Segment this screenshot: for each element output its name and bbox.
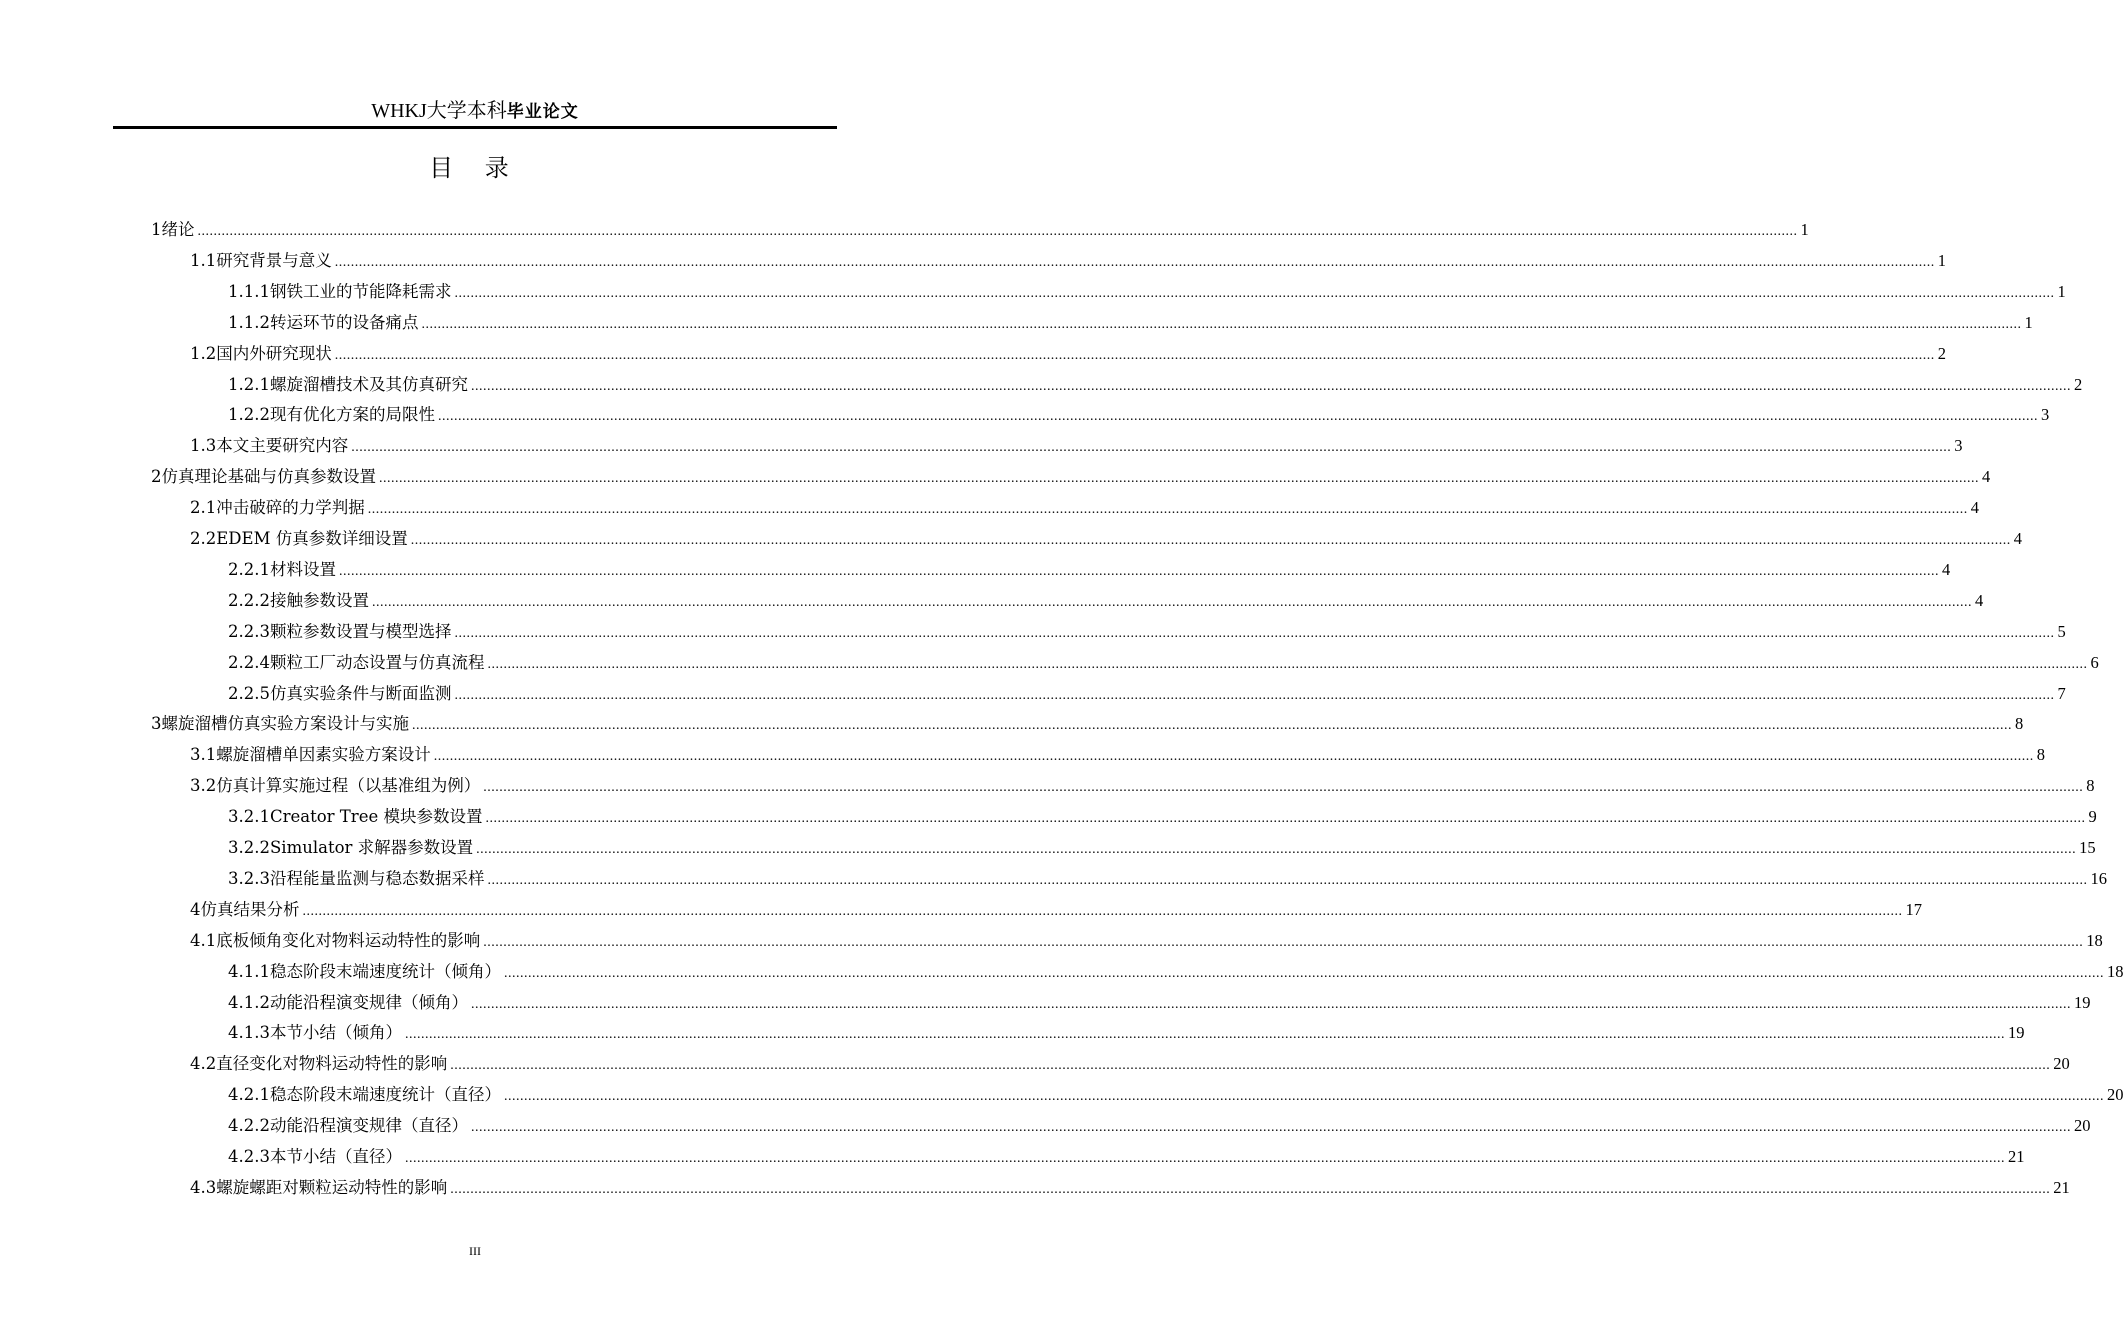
toc-entry-number: 4.2 [190, 1054, 217, 1074]
toc-entry-page: 1 [1800, 220, 1809, 239]
toc-entry[interactable] [190, 896, 1922, 924]
toc-entry-label: 仿真理论基础与仿真参数设置 [161, 467, 376, 487]
header-title-sub: 毕业论文 [506, 102, 579, 122]
toc-entry-label: 螺旋溜槽单因素实验方案设计 [216, 745, 431, 765]
toc-entry[interactable] [151, 216, 1809, 244]
toc-entry-number: 1.1.1 [228, 281, 270, 301]
toc-entry-label: 本节小结（倾角） [269, 1023, 402, 1043]
toc-entry-label: Simulator 求解器参数设置 [269, 838, 474, 857]
toc-leader-dots: ................................................................................................................................................................................................................................................................................................................................................................................................................ [450, 1181, 2051, 1197]
toc-entry[interactable] [228, 556, 1951, 584]
toc-entry-page: 1 [2057, 281, 2066, 301]
toc-entry-number: 4.2.2 [228, 1116, 270, 1136]
toc-leader-dots: ................................................................................................................................................................................................................................................................................................................................................................................................................ [470, 996, 2071, 1012]
toc-leader-dots: ................................................................................................................................................................................................................................................................................................................................................................................................................ [197, 224, 1798, 239]
toc-entry[interactable] [228, 803, 2097, 831]
toc-entry-label: 螺旋溜槽仿真实验方案设计与实施 [161, 714, 409, 734]
toc-entry-page: 4 [1982, 467, 1991, 487]
toc-entry-page: 20 [2106, 1085, 2123, 1105]
toc-entry[interactable] [228, 309, 2033, 337]
toc-entry-label: 沿程能量监测与稳态数据采样 [269, 868, 485, 888]
toc-entry-page: 17 [1905, 899, 1922, 919]
toc-entry-number: 2.2.3 [228, 621, 270, 641]
toc-entry[interactable] [190, 927, 2103, 955]
header-rule [113, 126, 837, 129]
toc-entry-page: 2 [1937, 343, 1946, 363]
toc-entry-page: 15 [2079, 838, 2096, 857]
toc-entry-label: EDEM 仿真参数详细设置 [216, 529, 408, 548]
toc-entry[interactable] [228, 649, 2099, 677]
toc-entry-label: 颗粒工厂动态设置与仿真流程 [269, 652, 485, 672]
toc-leader-dots: ................................................................................................................................................................................................................................................................................................................................................................................................................ [351, 440, 1952, 456]
toc-entry-number: 4.1 [190, 930, 217, 950]
toc-entry-page: 21 [2053, 1177, 2070, 1197]
toc-leader-dots: ................................................................................................................................................................................................................................................................................................................................................................................................................ [379, 471, 1979, 487]
toc-entry-page: 4 [1970, 498, 1979, 518]
toc-entry-page: 5 [2057, 621, 2066, 641]
toc-entry-label: 仿真实验条件与断面监测 [269, 683, 452, 703]
toc-entry-number: 1.1 [190, 250, 217, 270]
toc-entry-page: 4 [1974, 590, 1984, 610]
toc-entry-label: 稳态阶段末端速度统计（倾角） [269, 961, 501, 981]
toc-entry[interactable] [228, 989, 2091, 1017]
toc-entry[interactable] [228, 958, 2123, 986]
toc-entry[interactable] [228, 587, 1984, 615]
toc-title: 目 录 [429, 154, 521, 182]
toc-entry-page: 6 [2090, 652, 2099, 672]
toc-entry-label: 稳态阶段末端速度统计（直径） [269, 1085, 501, 1105]
toc-entry-number: 4.1.3 [228, 1023, 270, 1043]
toc-entry[interactable] [228, 1019, 2025, 1047]
toc-entry[interactable] [190, 432, 1963, 460]
toc-entry-label: 仿真计算实施过程（以基准组为例） [216, 776, 481, 796]
toc-entry-number: 4.3 [190, 1177, 217, 1197]
toc-leader-dots: ................................................................................................................................................................................................................................................................................................................................................................................................................ [371, 594, 1972, 610]
toc-entry-label: 仿真结果分析 [200, 899, 300, 919]
toc-entry-label: 接触参数设置 [269, 590, 369, 610]
toc-entry-number: 1 [151, 220, 162, 239]
toc-leader-dots: ................................................................................................................................................................................................................................................................................................................................................................................................................ [433, 749, 2034, 765]
toc-entry-number: 1.2.1 [228, 374, 270, 394]
toc-entry-label: 研究背景与意义 [216, 250, 332, 270]
toc-leader-dots: ................................................................................................................................................................................................................................................................................................................................................................................................................ [334, 254, 1935, 270]
toc-entry-page: 7 [2057, 683, 2066, 703]
toc-entry-label: 绪论 [161, 220, 195, 239]
toc-leader-dots: ................................................................................................................................................................................................................................................................................................................................................................................................................ [421, 316, 2022, 332]
toc-entry-number: 3.2.3 [228, 868, 270, 888]
toc-leader-dots: ................................................................................................................................................................................................................................................................................................................................................................................................................ [450, 1058, 2051, 1074]
toc-entry-number: 2.2.2 [228, 590, 270, 610]
toc-leader-dots: ................................................................................................................................................................................................................................................................................................................................................................................................................ [334, 347, 1935, 363]
toc-entry[interactable] [151, 463, 1991, 491]
toc-entry[interactable] [228, 1081, 2123, 1109]
toc-entry-page: 9 [2088, 807, 2097, 827]
toc-entry[interactable] [190, 1174, 2070, 1202]
toc-entry-number: 1.2.2 [228, 405, 270, 425]
toc-entry[interactable] [190, 247, 1946, 275]
toc-entry-number: 3.2 [190, 776, 217, 796]
toc-entry-number: 4.1.2 [228, 992, 270, 1012]
toc-leader-dots: ................................................................................................................................................................................................................................................................................................................................................................................................................ [454, 687, 2055, 703]
toc-entry[interactable] [190, 494, 1979, 522]
toc-entry-number: 1.2 [190, 343, 217, 363]
toc-entry-label: 颗粒参数设置与模型选择 [269, 621, 452, 641]
toc-entry-page: 19 [2073, 992, 2091, 1012]
toc-entry-number: 2.2.4 [228, 652, 270, 672]
toc-entry-number: 3.2.2 [228, 838, 270, 857]
toc-entry-page: 16 [2090, 868, 2107, 888]
toc-entry-number: 3 [151, 714, 162, 734]
toc-entry-page: 20 [2073, 1116, 2091, 1136]
toc-entry[interactable] [190, 525, 2022, 553]
toc-entry-number: 2.2.5 [228, 683, 270, 703]
toc-leader-dots: ................................................................................................................................................................................................................................................................................................................................................................................................................ [454, 285, 2055, 301]
toc-entry-page: 3 [1954, 436, 1963, 456]
toc-leader-dots: ................................................................................................................................................................................................................................................................................................................................................................................................................ [470, 378, 2071, 394]
toc-entry-page: 1 [2024, 312, 2033, 332]
toc-entry[interactable] [228, 865, 2107, 893]
toc-entry-number: 1.1.2 [228, 312, 270, 332]
toc-entry[interactable] [190, 741, 2045, 769]
toc-entry[interactable] [228, 680, 2066, 708]
toc-entry-label: 国内外研究现状 [216, 343, 332, 363]
toc-entry-page: 20 [2053, 1054, 2070, 1074]
toc-entry-page: 18 [2086, 930, 2103, 950]
header-title-main: WHKJ大学本科 [371, 100, 507, 122]
toc-entry-page: 21 [2007, 1147, 2025, 1166]
toc-entry[interactable] [151, 710, 2024, 738]
toc-entry-page: 18 [2106, 961, 2123, 981]
toc-leader-dots: ................................................................................................................................................................................................................................................................................................................................................................................................................ [476, 842, 2077, 857]
toc-leader-dots: ................................................................................................................................................................................................................................................................................................................................................................................................................ [454, 625, 2055, 641]
toc-entry[interactable] [190, 1050, 2070, 1078]
toc-entry-label: 本文主要研究内容 [216, 436, 349, 456]
toc-entry-label: 底板倾角变化对物料运动特性的影响 [216, 930, 481, 950]
toc-entry-label: 螺旋溜槽技术及其仿真研究 [269, 374, 468, 394]
toc-entry[interactable] [228, 371, 2083, 399]
toc-leader-dots: ................................................................................................................................................................................................................................................................................................................................................................................................................ [404, 1027, 2005, 1043]
toc-entry-page: 8 [2036, 745, 2045, 765]
toc-entry[interactable] [190, 772, 2095, 800]
toc-entry-number: 4 [190, 899, 201, 919]
toc-entry-page: 3 [2040, 405, 2050, 425]
toc-entry[interactable] [228, 1143, 2025, 1171]
toc-entry[interactable] [228, 401, 2050, 429]
toc-leader-dots: ................................................................................................................................................................................................................................................................................................................................................................................................................ [302, 903, 1903, 919]
toc-entry-label: 动能沿程演变规律（倾角） [269, 992, 468, 1012]
toc-entry-page: 1 [1937, 250, 1946, 270]
toc-entry-number: 4.1.1 [228, 961, 270, 981]
toc-leader-dots: ................................................................................................................................................................................................................................................................................................................................................................................................................ [367, 502, 1968, 518]
toc-entry[interactable] [228, 1112, 2091, 1140]
toc-leader-dots: ................................................................................................................................................................................................................................................................................................................................................................................................................ [437, 409, 2038, 425]
toc-entry[interactable] [190, 340, 1946, 368]
toc-entry[interactable] [228, 618, 2066, 646]
toc-entry-number: 2.2.1 [228, 559, 270, 579]
toc-entry-number: 2.1 [190, 498, 217, 518]
toc-entry-page: 8 [2015, 714, 2024, 734]
toc-entry-number: 4.2.3 [228, 1147, 270, 1166]
toc-leader-dots: ................................................................................................................................................................................................................................................................................................................................................................................................................ [410, 533, 2011, 548]
toc-leader-dots: ................................................................................................................................................................................................................................................................................................................................................................................................................ [412, 718, 2012, 734]
toc-entry-number: 2 [151, 467, 162, 487]
toc-entry-label: 材料设置 [269, 559, 336, 579]
toc-leader-dots: ................................................................................................................................................................................................................................................................................................................................................................................................................ [483, 780, 2084, 796]
toc-entry-number: 2.2 [190, 529, 217, 548]
toc-entry-number: 3.2.1 [228, 807, 270, 827]
toc-entry-label: 钢铁工业的节能降耗需求 [269, 281, 452, 301]
toc-entry-label: 本节小结（直径） [269, 1147, 402, 1166]
toc-entry-label: 动能沿程演变规律（直径） [269, 1116, 468, 1136]
page-header [113, 94, 837, 130]
toc-entry-page: 4 [1941, 559, 1951, 579]
toc-entry-page: 4 [2013, 529, 2022, 548]
toc-entry-page: 8 [2086, 776, 2095, 796]
toc-leader-dots: ................................................................................................................................................................................................................................................................................................................................................................................................................ [483, 934, 2084, 950]
toc-leader-dots: ................................................................................................................................................................................................................................................................................................................................................................................................................ [503, 965, 2104, 981]
toc-entry-label: 现有优化方案的局限性 [269, 405, 435, 425]
toc-entry-page: 2 [2073, 374, 2083, 394]
toc-leader-dots: ................................................................................................................................................................................................................................................................................................................................................................................................................ [487, 872, 2088, 888]
toc-entry-label: 转运环节的设备痛点 [269, 312, 419, 332]
page-number: III [469, 1244, 481, 1258]
toc-entry[interactable] [228, 278, 2066, 306]
toc-entry-number: 1.3 [190, 436, 217, 456]
toc-leader-dots: ................................................................................................................................................................................................................................................................................................................................................................................................................ [487, 656, 2088, 672]
toc-leader-dots: ................................................................................................................................................................................................................................................................................................................................................................................................................ [503, 1089, 2104, 1105]
toc-leader-dots: ................................................................................................................................................................................................................................................................................................................................................................................................................ [470, 1120, 2071, 1136]
toc-entry-number: 4.2.1 [228, 1085, 270, 1105]
toc-leader-dots: ................................................................................................................................................................................................................................................................................................................................................................................................................ [404, 1151, 2005, 1166]
toc-leader-dots: ................................................................................................................................................................................................................................................................................................................................................................................................................ [338, 563, 1939, 579]
toc-entry-number: 3.1 [190, 745, 217, 765]
toc-entry-page: 19 [2007, 1023, 2025, 1043]
toc-entry-label: 螺旋螺距对颗粒运动特性的影响 [216, 1177, 448, 1197]
toc-entry-label: Creator Tree 模块参数设置 [269, 807, 483, 827]
toc-entry[interactable] [228, 834, 2096, 862]
toc-entry-label: 直径变化对物料运动特性的影响 [216, 1054, 448, 1074]
toc-leader-dots: ................................................................................................................................................................................................................................................................................................................................................................................................................ [485, 811, 2086, 827]
toc-entry-label: 冲击破碎的力学判据 [216, 498, 365, 518]
